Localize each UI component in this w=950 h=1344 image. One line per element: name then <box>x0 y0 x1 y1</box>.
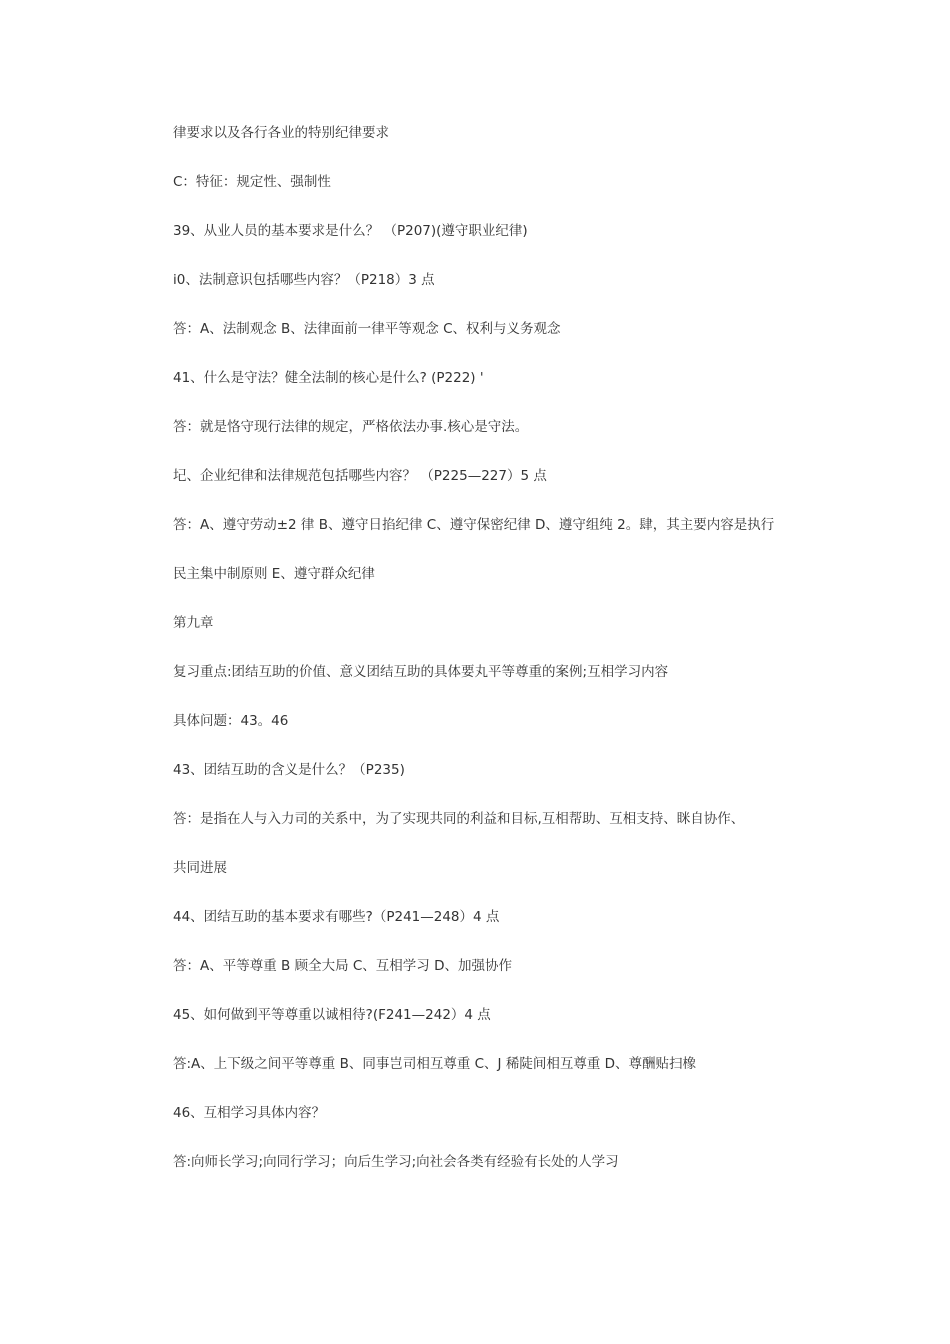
answer-44: 答：A、平等尊重 B 顾全大局 C、互相学习 D、加强协作 <box>173 958 512 974</box>
question-42: 圮、企业纪律和法律规范包括哪些内容？ （P225—227）5 点 <box>173 468 547 484</box>
text-line: 律要求以及各行各业的特别纪律要求 <box>173 125 389 141</box>
review-points: 复习重点:团结互助的价值、意义团结互助的具体要丸平等尊重的案例;互相学习内容 <box>173 664 669 680</box>
answer-46: 答:向师长学习;向同行学习；向后生学习;向社会各类有经验有长处的人学习 <box>173 1154 619 1170</box>
chapter-heading: 第九章 <box>173 615 214 631</box>
answer-42: 答：A、遵守劳动±2 律 B、遵守日掐纪律 C、遵守保密纪律 D、遵守组纯 2。肆，其主要内容是执行 <box>173 517 775 533</box>
question-43: 43、团结互助的含义是什么？（P235) <box>173 762 405 778</box>
text-line: C：特征：规定性、强制性 <box>173 174 331 190</box>
answer-40: 答：A、法制观念 B、法律面前一律平等观念 C、权利与义务观念 <box>173 321 561 337</box>
question-41: 41、什么是守法？健全法制的核心是什么? (P222) ' <box>173 370 484 386</box>
question-45: 45、如何做到平等尊重以诚相待?(F241—242）4 点 <box>173 1007 491 1023</box>
answer-43-continued: 共同进展 <box>173 860 227 876</box>
question-46: 46、互相学习具体内容？ <box>173 1105 326 1121</box>
answer-43: 答：是指在人与入力司的关系中，为了实现共同的利益和目标,互相帮助、互相支持、眯自协作、 <box>173 811 745 827</box>
specific-questions: 具体问题：43。46 <box>173 713 289 729</box>
answer-41: 答：就是恪守现行法律的规定，严格依法办事.核心是守法。 <box>173 419 529 435</box>
answer-42-continued: 民主集中制原则 E、遵守群众纪律 <box>173 566 375 582</box>
question-39: 39、从业人员的基本要求是什么？ （P207)(遵守职业纪律) <box>173 223 528 239</box>
document-page <box>173 123 873 1201</box>
question-44: 44、团结互助的基本要求有哪些?（P241—248）4 点 <box>173 909 500 925</box>
question-40: i0、法制意识包括哪些内容？（P218）3 点 <box>173 272 435 288</box>
answer-45: 答:A、上下级之间平等尊重 B、同事岂司相互尊重 C、J 稀陡间相互尊重 D、尊酬贴扫橡 <box>173 1056 697 1072</box>
